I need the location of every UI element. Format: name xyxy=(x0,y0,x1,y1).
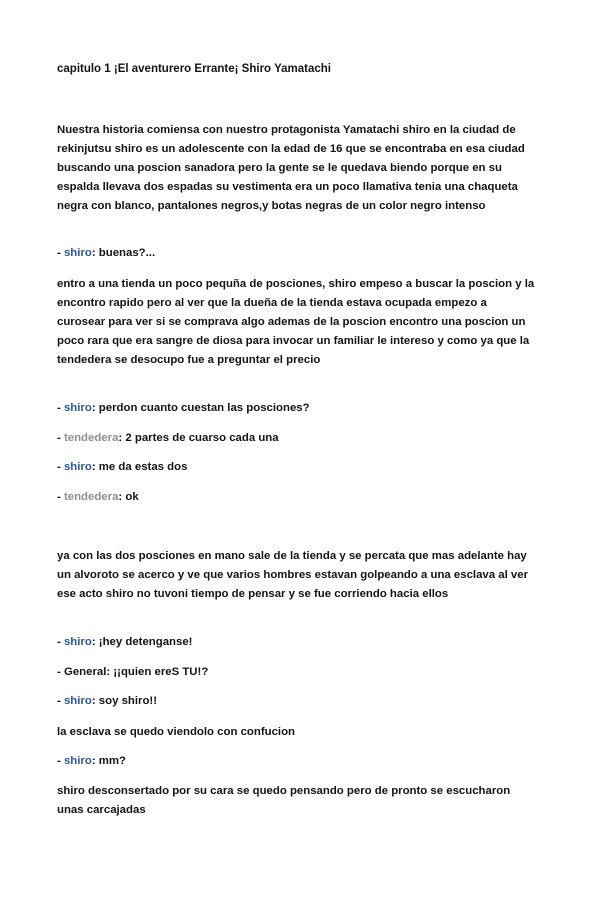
dialogue-dash: - xyxy=(57,247,64,259)
dialogue-separator: : xyxy=(91,755,99,767)
dialogue-separator: : xyxy=(91,247,99,259)
dialogue-line xyxy=(57,695,157,707)
speaker-name: shiro xyxy=(63,695,92,707)
dialogue-line xyxy=(57,402,310,414)
dialogue-dash: - xyxy=(57,461,64,473)
dialogue-separator: : xyxy=(91,402,99,414)
dialogue-separator: : xyxy=(118,432,126,444)
speaker-name: tendedera xyxy=(63,432,119,444)
dialogue-text: me da estas dos xyxy=(98,461,188,473)
dialogue-separator: : xyxy=(118,491,126,503)
speaker-name: shiro xyxy=(63,461,92,473)
paragraph-ending: shiro desconsertado por su cara se quedo pensando pero de pronto se escucharon unas carcajadas xyxy=(57,785,511,816)
dialogue-dash: - xyxy=(57,755,64,767)
dialogue-separator: : xyxy=(91,695,99,707)
dialogue-text: ¡¡quien ereS TU!? xyxy=(113,666,209,678)
speaker-name: shiro xyxy=(63,636,92,648)
dialogue-dash: - xyxy=(57,402,64,414)
dialogue-line xyxy=(57,247,155,259)
speaker-name: shiro xyxy=(63,755,92,767)
dialogue-line xyxy=(57,491,139,503)
paragraph-intro: Nuestra historia comiensa con nuestro protagonista Yamatachi shiro en la ciudad de rekinjutsu shiro es un adolescente con la edad de 16 que se encontraba en esa ciudad buscando una poscion sanadora pero la gente se le quedava biendo porque en su espalda llevava dos espadas su vestimenta era un poco llamativa tenia una chaqueta negra con blanco, pantalones negros,y botas negras de un color negro intenso xyxy=(57,124,525,212)
dialogue-separator: : xyxy=(106,666,114,678)
dialogue-line xyxy=(57,666,208,678)
dialogue-separator: : xyxy=(91,461,99,473)
speaker-name: shiro xyxy=(63,402,92,414)
paragraph-street: ya con las dos posciones en mano sale de la tienda y se percata que mas adelante hay un alvoroto se acerco y ve que varios hombres estavan golpeando a una esclava al ver ese acto shiro no tuvoni tiempo de pensar y se fue corriendo hacia ellos xyxy=(57,550,529,600)
dialogue-line xyxy=(57,636,192,648)
dialogue-text: soy shiro!! xyxy=(98,695,158,707)
paragraph-slave: la esclava se quedo viendolo con confucion xyxy=(57,726,295,738)
dialogue-text: buenas?... xyxy=(98,247,156,259)
dialogue-line xyxy=(57,432,279,444)
dialogue-text: perdon cuanto cuestan las posciones? xyxy=(98,402,310,414)
dialogue-dash: - xyxy=(57,491,64,503)
dialogue-text: ¡hey detenganse! xyxy=(98,636,193,648)
dialogue-text: mm? xyxy=(98,755,127,767)
speaker-name: General xyxy=(63,666,107,678)
chapter-title: capitulo 1 ¡El aventurero Errante¡ Shiro Yamatachi xyxy=(57,63,331,75)
dialogue-dash: - xyxy=(57,432,64,444)
dialogue-text: 2 partes de cuarso cada una xyxy=(125,432,279,444)
dialogue-dash: - xyxy=(57,695,64,707)
dialogue-text: ok xyxy=(125,491,139,503)
dialogue-line xyxy=(57,755,126,767)
dialogue-separator: : xyxy=(91,636,99,648)
dialogue-dash: - xyxy=(57,666,64,678)
dialogue-dash: - xyxy=(57,636,64,648)
dialogue-line xyxy=(57,461,187,473)
speaker-name: tendedera xyxy=(63,491,119,503)
speaker-name: shiro xyxy=(63,247,92,259)
paragraph-shop: entro a una tienda un poco pequña de posciones, shiro empeso a buscar la poscion y la encontro rapido pero al ver que la dueña de la tienda estava ocupada empezo a curosear para ver si se comprava algo ademas de la poscion encontro una poscion un poco rara que era sangre de diosa para invocar un familiar le intereso y como ya que la tendedera se desocupo fue a preguntar el precio xyxy=(57,278,535,366)
